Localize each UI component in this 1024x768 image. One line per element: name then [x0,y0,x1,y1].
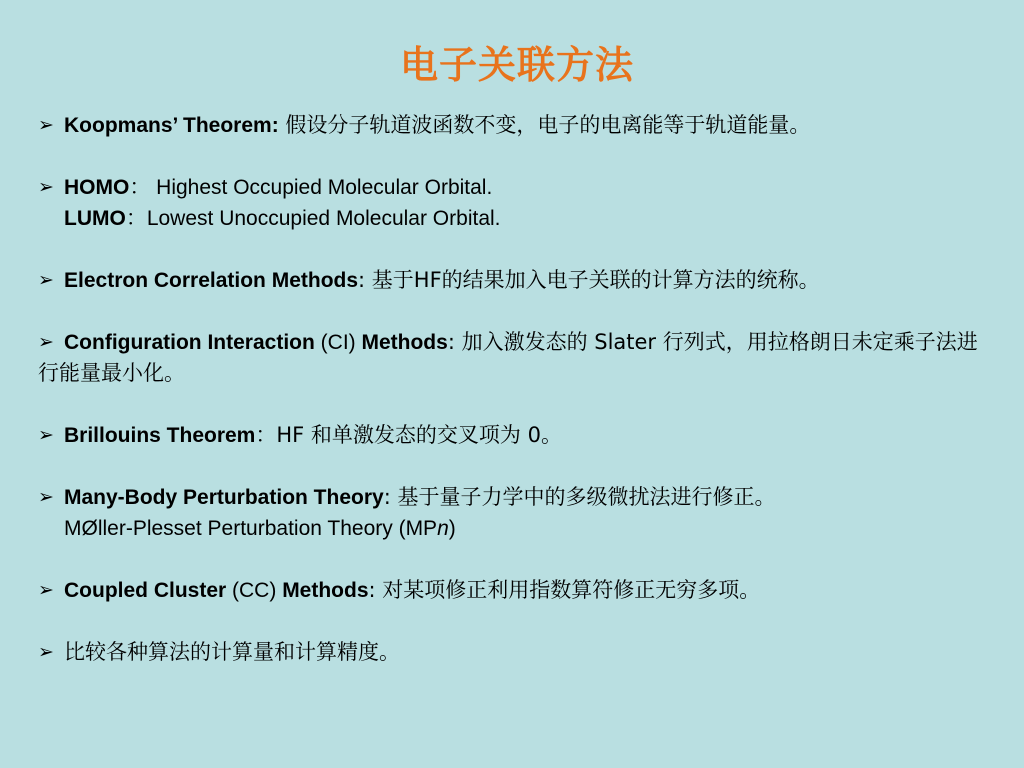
term-coupled-cluster: Coupled Cluster [64,579,227,602]
ci-abbrev: (CI) [314,331,362,354]
slide-content [38,110,998,699]
moller-plesset-n: n [437,517,449,540]
moller-plesset-text: MØller-Plesset Perturbation Theory (MP [64,517,438,540]
arrow-bullet-icon: ➢ [38,641,54,663]
bullet-item-electron-correlation [38,265,998,296]
desc-coupled-cluster: : 对某项修正利用指数算符修正无穷多项。 [368,578,761,602]
slide-title: 电子关联方法 [399,42,634,87]
term-ci-methods: Methods [361,331,448,354]
term-brillouins: Brillouins Theorem [64,424,256,447]
bullet-item-koopmans [38,110,998,141]
term-many-body: Many-Body Perturbation Theory [64,486,384,509]
arrow-bullet-icon: ➢ [38,331,54,353]
bullet-item-brillouins [38,420,998,451]
desc-configuration-interaction: : 加入激发态的 Slater 行列式，用拉格朗日未定乘子法进行能量最小化。 [38,330,978,385]
arrow-bullet-icon: ➢ [38,486,54,508]
bullet-item-homo-lumo [38,172,998,234]
term-lumo: LUMO [64,207,126,230]
desc-brillouins: ：HF 和单激发态的交叉项为 0。 [255,423,562,447]
moller-plesset-line [64,513,998,544]
homo-separator: ： [129,175,151,199]
bullet-item-coupled-cluster [38,575,998,606]
cc-abbrev: (CC) [226,579,283,602]
arrow-bullet-icon: ➢ [38,579,54,601]
desc-comparison: 比较各种算法的计算量和计算精度。 [64,640,400,664]
desc-many-body: : 基于量子力学中的多级微扰法进行修正。 [383,485,776,509]
desc-koopmans: 假设分子轨道波函数不变，电子的电离能等于轨道能量。 [278,113,811,137]
desc-lumo: Lowest Unoccupied Molecular Orbital. [146,207,501,230]
term-electron-correlation: Electron Correlation Methods [64,269,359,292]
desc-homo: Highest Occupied Molecular Orbital. [150,176,493,199]
arrow-bullet-icon: ➢ [38,114,54,136]
arrow-bullet-icon: ➢ [38,424,54,446]
arrow-bullet-icon: ➢ [38,269,54,291]
term-koopmans: Koopmans’ Theorem: [64,114,279,137]
term-configuration-interaction: Configuration Interaction [64,331,315,354]
bullet-item-many-body [38,482,998,544]
term-homo: HOMO [64,176,130,199]
bullet-item-comparison [38,637,998,668]
lumo-line [64,203,998,234]
moller-plesset-close: ) [448,517,456,540]
lumo-separator: ： [125,206,147,230]
many-body-line [64,482,998,513]
desc-electron-correlation: : 基于HF的结果加入电子关联的计算方法的统称。 [358,268,820,292]
homo-line [64,172,998,203]
arrow-bullet-icon: ➢ [38,176,54,198]
bullet-item-configuration-interaction [38,327,998,389]
term-cc-methods: Methods [282,579,369,602]
